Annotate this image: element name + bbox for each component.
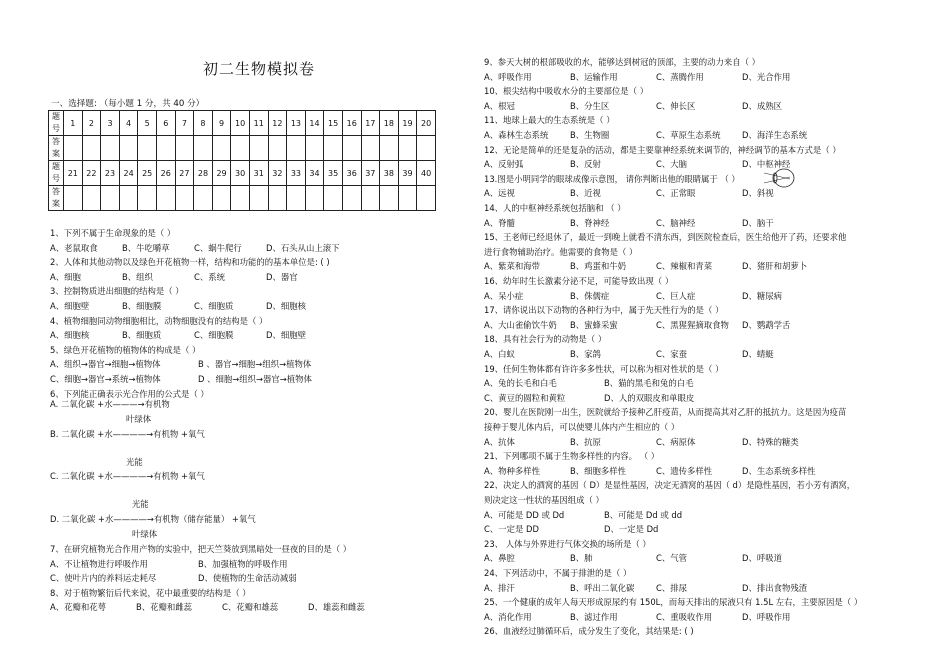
- grid-number-cell: 11: [249, 111, 268, 136]
- option-text: B、细胞膜: [122, 301, 162, 311]
- option-text: A、根冠: [484, 100, 515, 111]
- question-text: 11、地球上最大的生态系统是（ ）: [484, 115, 615, 126]
- option-text: C、正常眼: [656, 188, 696, 199]
- grid-number-cell: 20: [417, 111, 436, 136]
- formula-d-catalyst: 叶绿体: [132, 529, 158, 539]
- question-text: 25、一个健康的成年人每天形成原尿约有 150L，而每天排出的尿液只有 1.5L 左右，主要原因是（ ）: [484, 597, 863, 608]
- grid-number-cell: 4: [119, 111, 138, 136]
- option-text: C、脑神经: [656, 217, 696, 228]
- option-text: B、抗原: [570, 436, 601, 447]
- option-text: D、石头从山上滚下: [266, 242, 340, 253]
- grid-number-cell: 30: [231, 161, 250, 186]
- grid-answer-cell: [212, 136, 231, 161]
- grid-answer-cell: [156, 186, 175, 211]
- grid-answer-cell: [249, 136, 268, 161]
- grid-number-cell: 18: [380, 111, 399, 136]
- option-text: C、大脑: [656, 159, 687, 170]
- grid-answer-cell: [194, 186, 213, 211]
- grid-number-cell: 12: [268, 111, 287, 136]
- option-text: D、斜视: [742, 188, 774, 199]
- option-text: A、细胞核: [50, 330, 90, 341]
- grid-answer-cell: [268, 136, 287, 161]
- grid-answer-cell: [194, 136, 213, 161]
- option-text: A、老鼠取食: [50, 242, 98, 253]
- page-title: 初二生物模拟卷: [203, 60, 316, 78]
- option-text: B、组织: [122, 271, 153, 282]
- grid-answer-cell: [361, 136, 380, 161]
- grid-number-cell: 33: [287, 161, 306, 186]
- grid-number-cell: 21: [64, 161, 83, 186]
- option-text: D、雄蕊和雌蕊: [308, 602, 365, 613]
- option-text: D、人的双眼皮和单眼皮: [604, 392, 695, 403]
- grid-number-cell: 22: [82, 161, 101, 186]
- option-text: C、遗传多样性: [656, 465, 713, 476]
- formula-b: B. 二氧化碳 +水————→有机物 +氧气: [50, 429, 205, 439]
- option-text: A、兔的长毛和白毛: [484, 378, 557, 389]
- option-text: A、物种多样性: [484, 465, 540, 476]
- option-text: D、排出食物残渣: [742, 582, 808, 593]
- option-text: B、近视: [570, 188, 601, 199]
- option-text: A、花瓣和花萼: [50, 602, 106, 613]
- section-heading: 一、选择题: （每小题 1 分，共 40 分）: [51, 99, 205, 109]
- option-text: C、蜗牛爬行: [194, 242, 242, 253]
- option-text: B、花瓣和雌蕊: [136, 602, 192, 613]
- question-text: 9、参天大树的根部吸收的水，能够达到树冠的顶部，主要的动力来自（ ）: [484, 57, 760, 67]
- grid-answer-cell: [64, 186, 83, 211]
- option-text: B、反射: [570, 159, 601, 170]
- grid-number-cell: 1: [64, 111, 83, 136]
- grid-answer-cell: [398, 186, 417, 211]
- option-text: C、蒸腾作用: [656, 71, 704, 82]
- option-text: D、蜻蜓: [742, 349, 774, 359]
- grid-number-cell: 8: [194, 111, 213, 136]
- option-text: B、可能是 Dd 或 dd: [604, 509, 683, 520]
- option-text: C、排尿: [656, 582, 687, 593]
- option-text: A、消化作用: [484, 611, 532, 622]
- question-text: 12、无论是简单的还是复杂的活动，都是主要靠神经系统来调节的，神经调节的基本方式是（ ）: [484, 144, 841, 155]
- option-text: C、辣椒和青菜: [656, 261, 713, 272]
- question-text: 6、下列能正确表示光合作用的公式是（ ）: [50, 388, 209, 399]
- option-text: B 、器官→细胞→组织→植物体: [198, 359, 312, 370]
- grid-number-cell: 19: [398, 111, 417, 136]
- grid-number-cell: 37: [361, 161, 380, 186]
- formula-d: D. 二氧化碳 +水————→有机物（储存能量） +氧气: [50, 514, 256, 524]
- option-text: C、一定是 DD: [484, 524, 539, 535]
- option-text: C、病原体: [656, 436, 696, 447]
- option-text: B、细胞多样性: [570, 465, 626, 476]
- grid-number-cell: 26: [156, 161, 175, 186]
- grid-header-answer: 答案: [49, 136, 64, 161]
- option-text: D、器官: [266, 271, 298, 282]
- grid-answer-cell: [101, 136, 120, 161]
- grid-header-answer: 答案: [49, 186, 64, 211]
- grid-answer-cell: [380, 186, 399, 211]
- grid-answer-cell: [361, 186, 380, 211]
- grid-number-cell: 3: [101, 111, 120, 136]
- question-text: 7、在研究植物光合作用产物的实验中，把天竺葵放到黑暗处一昼夜的目的是（ ）: [50, 544, 352, 554]
- option-text: B、牛吃嚼草: [122, 242, 170, 253]
- eye-diagram-icon: [764, 168, 798, 188]
- question-text: 23、 人体与外界进行气体交换的场所是（ ）: [484, 538, 651, 549]
- option-text: D、猪肝和胡萝卜: [742, 261, 808, 272]
- grid-number-cell: 16: [342, 111, 361, 136]
- grid-answer-cell: [82, 186, 101, 211]
- grid-number-cell: 32: [268, 161, 287, 186]
- grid-header-question: 题号: [49, 111, 64, 136]
- grid-answer-cell: [342, 186, 361, 211]
- grid-answer-cell: [64, 136, 83, 161]
- grid-number-cell: 2: [82, 111, 101, 136]
- question-text: 14、人的中枢神经系统包括脑和 （ ）: [484, 203, 626, 213]
- grid-answer-cell: [119, 186, 138, 211]
- option-text: A、远视: [484, 188, 515, 199]
- grid-number-cell: 39: [398, 161, 417, 186]
- grid-answer-cell: [138, 186, 157, 211]
- grid-number-cell: 6: [156, 111, 175, 136]
- question-text: 18、具有社会行为的动物是（ ）: [484, 334, 607, 345]
- answer-grid: [48, 110, 436, 211]
- grid-number-cell: 15: [324, 111, 343, 136]
- option-text: D、光合作用: [742, 71, 791, 82]
- option-text: A、鼻腔: [484, 553, 515, 564]
- option-text: C、草原生态系统: [656, 130, 721, 140]
- grid-number-cell: 40: [417, 161, 436, 186]
- question-text: 24、下列活动中，不属于排泄的是（ ）: [484, 568, 632, 578]
- grid-answer-cell: [398, 136, 417, 161]
- option-text: D、细胞核: [266, 301, 306, 311]
- option-text: A、组织→器官→细胞→植物体: [50, 359, 161, 370]
- grid-number-cell: 9: [212, 111, 231, 136]
- grid-answer-cell: [287, 136, 306, 161]
- formula-c-condition: 光能: [126, 457, 143, 467]
- option-text: A、抗体: [484, 436, 515, 447]
- grid-number-cell: 29: [212, 161, 231, 186]
- option-text: A、反射弧: [484, 159, 524, 170]
- option-text: D、使植物的生命活动减弱: [198, 573, 297, 584]
- option-text: B、细胞质: [122, 330, 162, 341]
- option-text: B、分生区: [570, 100, 610, 111]
- question-text: 17、请你说出以下动物的各种行为中，属于先天性行为的是（ ）: [484, 305, 724, 316]
- grid-number-cell: 34: [305, 161, 324, 186]
- question-text: 26、血液经过肺循环后，成分发生了变化，其结果是: ( ): [484, 626, 694, 637]
- grid-answer-cell: [324, 186, 343, 211]
- option-text: C、系统: [194, 271, 225, 282]
- option-text: C、花瓣和雄蕊: [222, 602, 279, 613]
- option-text: C、黄豆的圆粒和黄粒: [484, 392, 566, 403]
- question-text: 4、植物细胞同动物细胞相比，动物细胞没有的结构是（ ）: [50, 315, 268, 326]
- option-text: C、巨人症: [656, 290, 696, 301]
- option-text: D 、细胞→组织→器官→植物体: [198, 374, 312, 384]
- grid-answer-cell: [342, 136, 361, 161]
- grid-header-question: 题号: [49, 161, 64, 186]
- option-text: D、呼吸道: [742, 553, 782, 564]
- option-text: B、蜜蜂采蜜: [570, 319, 618, 330]
- grid-answer-cell: [380, 136, 399, 161]
- option-text: C、重吸收作用: [656, 611, 713, 622]
- question-text: 22、决定人的酒窝的基因（ D）是显性基因，决定无酒窝的基因（ d）是隐性基因，若小芳有酒窝，: [484, 480, 856, 491]
- option-text: C、伸长区: [656, 100, 696, 111]
- formula-a-catalyst: 叶绿体: [126, 414, 152, 424]
- question-text: 13.图是小明同学的眼球成像示意图， 请你判断出他的眼睛属于 （ ）: [484, 173, 740, 184]
- option-text: D、特殊的糖类: [742, 436, 799, 447]
- question-text-cont: 接种于婴儿体内后，可以使婴儿体内产生相应的（ ）: [484, 422, 680, 432]
- option-text: B、侏儒症: [570, 290, 610, 301]
- formula-d-condition: 光能: [132, 499, 149, 509]
- question-text: 19、任何生物体都有许许多多性状，可以称为相对性状的是（ ）: [484, 363, 724, 374]
- grid-answer-cell: [212, 186, 231, 211]
- grid-answer-cell: [82, 136, 101, 161]
- question-text-cont: 则决定这一性状的基因组成（ ）: [484, 495, 604, 505]
- option-text: A、呆小症: [484, 290, 524, 301]
- option-text: B、滤过作用: [570, 611, 618, 622]
- question-text: 20、婴儿在医院刚一出生，医院就给予接种乙肝疫苗，从而提高其对乙肝的抵抗力。这是因为疫苗: [484, 407, 847, 418]
- question-text: 16、幼年时生长激素分泌不足，可能导致出现（ ）: [484, 276, 674, 286]
- option-text: B、家鸽: [570, 349, 601, 359]
- grid-number-cell: 35: [324, 161, 343, 186]
- option-text: D、鹦鹉学舌: [742, 319, 791, 330]
- option-text: C、气管: [656, 553, 687, 564]
- grid-answer-cell: [175, 186, 194, 211]
- option-text: B、生物圈: [570, 130, 610, 140]
- grid-answer-cell: [417, 136, 436, 161]
- grid-number-cell: 7: [175, 111, 194, 136]
- option-text: A、脊髓: [484, 217, 515, 228]
- option-text: C、家蚕: [656, 349, 687, 359]
- grid-number-cell: 17: [361, 111, 380, 136]
- formula-c: C. 二氧化碳 +水————→有机物 +氧气: [50, 471, 205, 481]
- option-text: D、糖尿病: [742, 290, 782, 301]
- grid-answer-cell: [138, 136, 157, 161]
- question-text: 3、控制物质进出细胞的结构是（ ）: [50, 286, 184, 297]
- option-text: D、呼吸作用: [742, 611, 791, 622]
- option-text: A、大山雀偷饮牛奶: [484, 319, 557, 330]
- grid-number-cell: 38: [380, 161, 399, 186]
- option-text: C、黑猩猩摘取食物: [656, 319, 729, 330]
- option-text: B、猫的黑毛和兔的白毛: [604, 378, 694, 389]
- option-text: A、不让植物进行呼吸作用: [50, 558, 148, 569]
- option-text: A、白蚁: [484, 349, 515, 359]
- question-text: 10、根尖结构中吸收水分的主要部位是（ ）: [484, 86, 649, 97]
- option-text: B、运输作用: [570, 71, 618, 82]
- question-text: 5、绿色开花植物的植物体的构成是（ ）: [50, 344, 201, 355]
- question-text: 15、王老师已经退休了，最近一到晚上就看不清东西，到医院检查后，医生给他开了药，还要求他: [484, 232, 847, 243]
- grid-answer-cell: [287, 186, 306, 211]
- option-text: B、肺: [570, 553, 593, 564]
- option-text: D、成熟区: [742, 100, 782, 111]
- option-text: D、海洋生态系统: [742, 130, 808, 140]
- question-text: 21、下列哪项不属于生物多样性的内容。 （ ）: [484, 451, 660, 462]
- grid-number-cell: 36: [342, 161, 361, 186]
- grid-answer-cell: [119, 136, 138, 161]
- grid-number-cell: 23: [101, 161, 120, 186]
- grid-number-cell: 31: [249, 161, 268, 186]
- option-text: A、可能是 DD 或 Dd: [484, 509, 565, 520]
- grid-number-cell: 27: [175, 161, 194, 186]
- option-text: A、细胞: [50, 271, 81, 282]
- option-text: C、细胞膜: [194, 330, 234, 341]
- grid-number-cell: 13: [287, 111, 306, 136]
- grid-answer-cell: [324, 136, 343, 161]
- formula-a: A. 二氧化碳 +水———→有机物: [50, 399, 170, 409]
- grid-number-cell: 10: [231, 111, 250, 136]
- option-text: D、一定是 Dd: [604, 524, 659, 535]
- option-text: C、细胞质: [194, 301, 234, 311]
- grid-number-cell: 14: [305, 111, 324, 136]
- option-text: A、森林生态系统: [484, 130, 549, 140]
- option-text: D、脑干: [742, 217, 774, 228]
- option-text: A、细胞壁: [50, 301, 90, 311]
- grid-answer-cell: [305, 186, 324, 211]
- grid-answer-cell: [156, 136, 175, 161]
- grid-answer-cell: [175, 136, 194, 161]
- option-text: A、排汗: [484, 582, 515, 593]
- option-text: B、呼出二氧化碳: [570, 582, 635, 593]
- option-text: A、呼吸作用: [484, 71, 532, 82]
- option-text: B、加强植物的呼吸作用: [198, 558, 288, 569]
- grid-answer-cell: [231, 136, 250, 161]
- option-text: D、细胞壁: [266, 330, 306, 341]
- grid-answer-cell: [268, 186, 287, 211]
- question-text: 1、下列不属于生命现象的是（ ）: [50, 228, 176, 238]
- grid-number-cell: 24: [119, 161, 138, 186]
- option-text: B、脊神经: [570, 217, 610, 228]
- option-text: D、中枢神经: [742, 159, 791, 170]
- option-text: A、紫菜和海带: [484, 261, 540, 272]
- question-text: 2、人体和其他动物以及绿色开花植物一样，结构和功能的的基本单位是: ( ): [50, 257, 330, 268]
- question-text: 8、对于植物繁衍后代来说，花中最重要的结构是（ ）: [50, 587, 251, 598]
- grid-number-cell: 28: [194, 161, 213, 186]
- option-text: B、鸡蛋和牛奶: [570, 261, 626, 272]
- question-text-cont: 进行食物辅助治疗。他需要的食物是（ ）: [484, 246, 638, 257]
- grid-number-cell: 5: [138, 111, 157, 136]
- option-text: C、细胞→器官→系统→植物体: [50, 374, 161, 384]
- grid-answer-cell: [249, 186, 268, 211]
- option-text: D、生态系统多样性: [742, 465, 816, 476]
- grid-number-cell: 25: [138, 161, 157, 186]
- grid-answer-cell: [231, 186, 250, 211]
- grid-answer-cell: [101, 186, 120, 211]
- grid-answer-cell: [417, 186, 436, 211]
- grid-answer-cell: [305, 136, 324, 161]
- option-text: C、使叶片内的养料运走耗尽: [50, 573, 157, 584]
